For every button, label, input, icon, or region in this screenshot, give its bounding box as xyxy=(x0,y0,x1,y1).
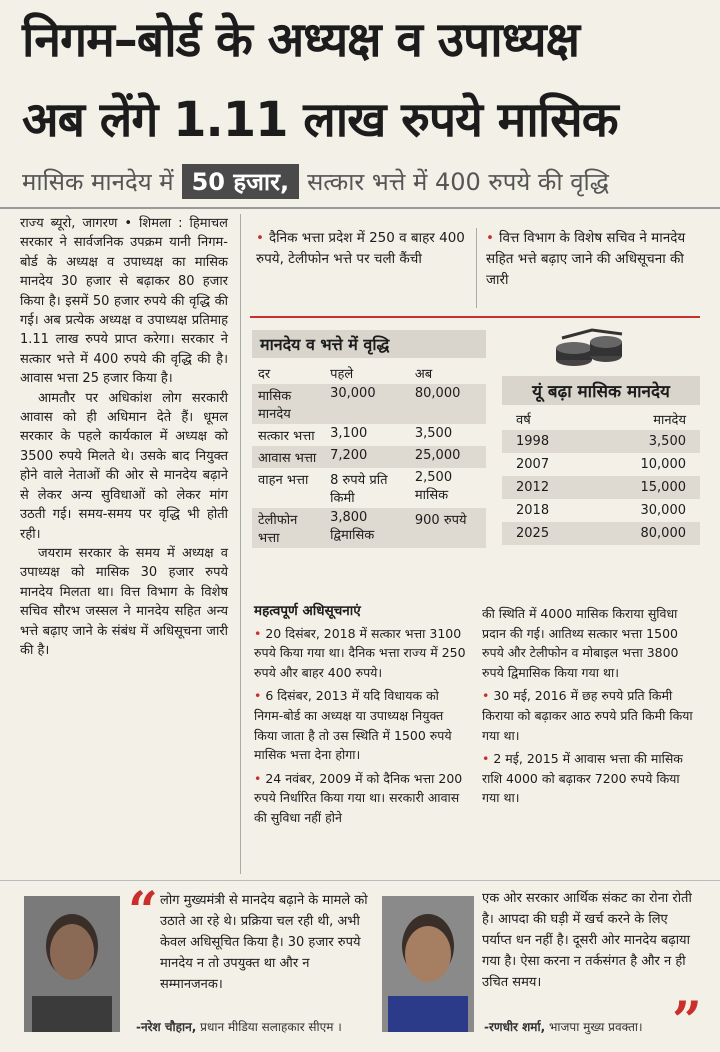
article-paragraph: आमतौर पर अधिकांश लोग सरकारी आवास को ही अधिमान देते हैं। धूमल सरकार के पहले कार्यकाल में अध्यक्ष को 3500 रुपये मिलते थे। उसके बाद नियुक्त होने वाले नेताओं की ओर से मानदेय बढ़ाने से लेकर अन्य सुविधाओं को लेकर मांग उठती गई। समय-समय पर वृद्धि भी होती रही। xyxy=(20,390,228,542)
table-row xyxy=(252,384,486,424)
notification-item xyxy=(482,749,696,808)
table-cell: 2007 xyxy=(516,457,550,472)
table-header-row xyxy=(502,408,700,430)
history-table-title: यूं बढ़ा मासिक मानदेय xyxy=(502,376,700,405)
subhead-before: मासिक मानदेय में xyxy=(22,168,174,196)
bullet-dot: • xyxy=(486,230,494,246)
table-row xyxy=(252,508,486,548)
table-header: वर्ष xyxy=(516,413,531,428)
table-header: मानदेय xyxy=(653,413,686,428)
table-cell: 30,000 xyxy=(640,503,686,518)
table-cell: 2025 xyxy=(502,522,592,545)
highlight-1 xyxy=(256,228,466,270)
notification-text: 20 दिसंबर, 2018 में सत्कार भत्ता 3100 रुपये किया गया था। दैनिक भत्ता राज्य में 250 रुपये और बाहर 400 रुपये। xyxy=(254,625,466,680)
table-cell: 8 रुपये प्रति किमी xyxy=(330,473,388,506)
allowance-table-box xyxy=(252,330,486,548)
table-cell: 3,100 xyxy=(330,426,368,441)
quote-role: प्रधान मीडिया सलाहकार सीएम । xyxy=(200,1020,342,1034)
notification-item xyxy=(482,604,696,682)
quote-role: भाजपा मुख्य प्रवक्ता। xyxy=(548,1020,643,1034)
quote-author: -रणधीर शर्मा, xyxy=(484,1020,546,1034)
quote-close-mark: ” xyxy=(672,991,702,1052)
table-cell: 15,000 xyxy=(592,476,700,499)
quote-naresh: लोग मुख्यमंत्री से मानदेय बढ़ाने के मामले को उठाते आ रहे थे। प्रक्रिया चल रही थी, अभी केवल अधिसूचित किया है। 30 हजार रुपये मानदेय न तो उपयुक्त था और न सम्मानजनक। xyxy=(160,893,368,992)
notification-text: की स्थिति में 4000 मासिक किराया सुविधा प्रदान की गई। आतिथ्य सत्कार भत्ता 1500 रुपये और टेलीफोन व मोबाइल भत्ता 3800 रुपये द्विमासिक किया गया था। xyxy=(482,606,679,680)
notification-item xyxy=(254,769,468,828)
notification-text: 6 दिसंबर, 2013 में यदि विधायक को निगम-बोर्ड का अध्यक्ष या उपाध्यक्ष नियुक्त किया जाता है तो उस स्थिति में 1500 रुपये मासिक भत्ता देना होगा। xyxy=(254,688,452,763)
table-cell: आवास भत्ता xyxy=(252,446,324,468)
person-photo-icon xyxy=(24,896,120,1032)
person-photo-icon xyxy=(382,896,474,1032)
table-header-row xyxy=(252,362,486,384)
highlight-2 xyxy=(486,228,696,291)
table-cell: टेलीफोन भत्ता xyxy=(252,508,324,548)
quote-randhir: एक ओर सरकार आर्थिक संकट का रोना रोती है। आपदा की घड़ी में खर्च करने के लिए पर्याप्त धन नहीं है। दूसरी ओर मानदेय बढ़ाया गया है। ऐसा करना न तर्कसंगत है और न ही उचित समय। xyxy=(482,891,692,990)
table-cell: 1998 xyxy=(502,430,592,453)
table-cell: 2,500 मासिक xyxy=(414,470,453,503)
table-row xyxy=(502,522,700,545)
highlight-text: वित्त विभाग के विशेष सचिव ने मानदेय सहित भत्ते बढ़ाए जाने की अधिसूचना की जारी xyxy=(486,230,686,288)
table-cell: 25,000 xyxy=(409,446,486,468)
notifications-col-2 xyxy=(482,604,696,812)
bullet-dot: • xyxy=(254,688,262,704)
highlight-text: दैनिक भत्ता प्रदेश में 250 व बाहर 400 रुपये, टेलीफोन भत्ते पर चली कैंची xyxy=(256,230,465,267)
table-row xyxy=(502,453,700,476)
bullet-dot: • xyxy=(256,230,264,246)
table-cell: 3,500 xyxy=(592,430,700,453)
table-row xyxy=(252,468,486,508)
column-divider xyxy=(240,214,241,874)
notifications-col-1 xyxy=(254,602,468,832)
table-row xyxy=(252,446,486,468)
table-cell: 30,000 xyxy=(324,384,409,424)
bullet-dot: • xyxy=(254,625,262,641)
notification-item xyxy=(254,686,468,764)
allowance-table-title: मानदेय व भत्ते में वृद्धि xyxy=(252,330,486,358)
red-rule xyxy=(250,316,700,318)
article-paragraph: जयराम सरकार के समय में अध्यक्ष व उपाध्यक्ष को मासिक 30 हजार रुपये मानदेय मिलता था। वित्त विभाग के विशेष सचिव सौरभ जस्सल ने मानदेय सहित अन्य भत्ते बढ़ाए जाने के संबंध में अधिसूचना जारी की है। xyxy=(20,545,228,658)
left-article-column xyxy=(20,214,228,660)
bullet-dot: • xyxy=(254,770,262,786)
quote-author: -नरेश चौहान, xyxy=(136,1020,197,1034)
table-cell: सत्कार भत्ता xyxy=(258,429,315,444)
table-cell: 2018 xyxy=(516,503,550,518)
table-cell: 2012 xyxy=(502,476,592,499)
coins-stack-icon xyxy=(552,326,632,370)
table-row xyxy=(502,476,700,499)
quote-open-mark: “ xyxy=(128,881,158,942)
bullet-dot: • xyxy=(482,688,490,704)
quote-attribution xyxy=(136,1018,376,1035)
quote-attribution xyxy=(484,1018,674,1035)
highlight-divider xyxy=(476,228,477,308)
article-paragraph: राज्य ब्यूरो, जागरण • शिमला : हिमाचल सरकार ने सार्वजनिक उपक्रम यानी निगम-बोर्ड के अध्यक्ष व उपाध्यक्ष का मासिक मानदेय 30 हजार से बढ़ाकर 80 हजार किया है। इसमें 50 हजार रुपये की वृद्धि की गई। अब प्रत्येक अध्यक्ष व उपाध्यक्ष प्रतिमाह 1.11 लाख रुपये प्राप्त करेगा। सरकार ने सत्कार भत्ते में 400 रुपये की वृद्धि की है। आवास भत्ता 25 हजार किया है। xyxy=(20,216,228,387)
table-row xyxy=(502,430,700,453)
table-cell: 7,200 xyxy=(324,446,409,468)
table-header: दर xyxy=(258,367,271,382)
quotes-rule xyxy=(0,880,720,881)
subheadline xyxy=(22,164,609,199)
bullet-dot: • xyxy=(482,751,490,767)
subhead-highlight: 50 हजार, xyxy=(182,164,299,199)
headline-line-1: निगम–बोर्ड के अध्यक्ष व उपाध्यक्ष xyxy=(22,12,579,68)
header-rule xyxy=(0,207,720,209)
table-cell: 80,000 xyxy=(592,522,700,545)
table-cell: 3,500 xyxy=(414,426,453,441)
notification-text: 24 नवंबर, 2009 में को दैनिक भत्ता 200 रुपये निर्धारित किया गया था। सरकारी आवास की सुविधा नहीं होने xyxy=(254,770,463,825)
table-row xyxy=(502,499,700,522)
table-cell: मासिक मानदेय xyxy=(252,384,324,424)
table-header: अब xyxy=(414,367,433,382)
history-table xyxy=(502,408,700,545)
table-row xyxy=(252,424,486,446)
notification-text: 30 मई, 2016 में छह रुपये प्रति किमी किराया को बढ़ाकर आठ रुपये प्रति किमी किया गया था। xyxy=(482,688,693,743)
table-cell: वाहन भत्ता xyxy=(258,473,309,488)
table-cell: 3,800 द्विमासिक xyxy=(324,508,409,548)
notification-item xyxy=(482,686,696,745)
history-table-box xyxy=(502,376,700,545)
table-cell: 80,000 xyxy=(409,384,486,424)
notifications-title: महत्वपूर्ण अधिसूचनाएं xyxy=(254,603,361,619)
notification-item xyxy=(254,624,468,683)
allowance-table xyxy=(252,362,486,548)
headline-line-2: अब लेंगे 1.11 लाख रुपये मासिक xyxy=(22,92,618,148)
table-cell: 10,000 xyxy=(640,457,686,472)
subhead-after: सत्कार भत्ते में 400 रुपये की वृद्धि xyxy=(307,168,609,196)
table-cell: 900 रुपये xyxy=(409,508,486,548)
notification-text: 2 मई, 2015 में आवास भत्ता की मासिक राशि 4000 को बढ़ाकर 7200 रुपये किया गया था। xyxy=(482,751,683,806)
table-header: पहले xyxy=(330,367,354,382)
